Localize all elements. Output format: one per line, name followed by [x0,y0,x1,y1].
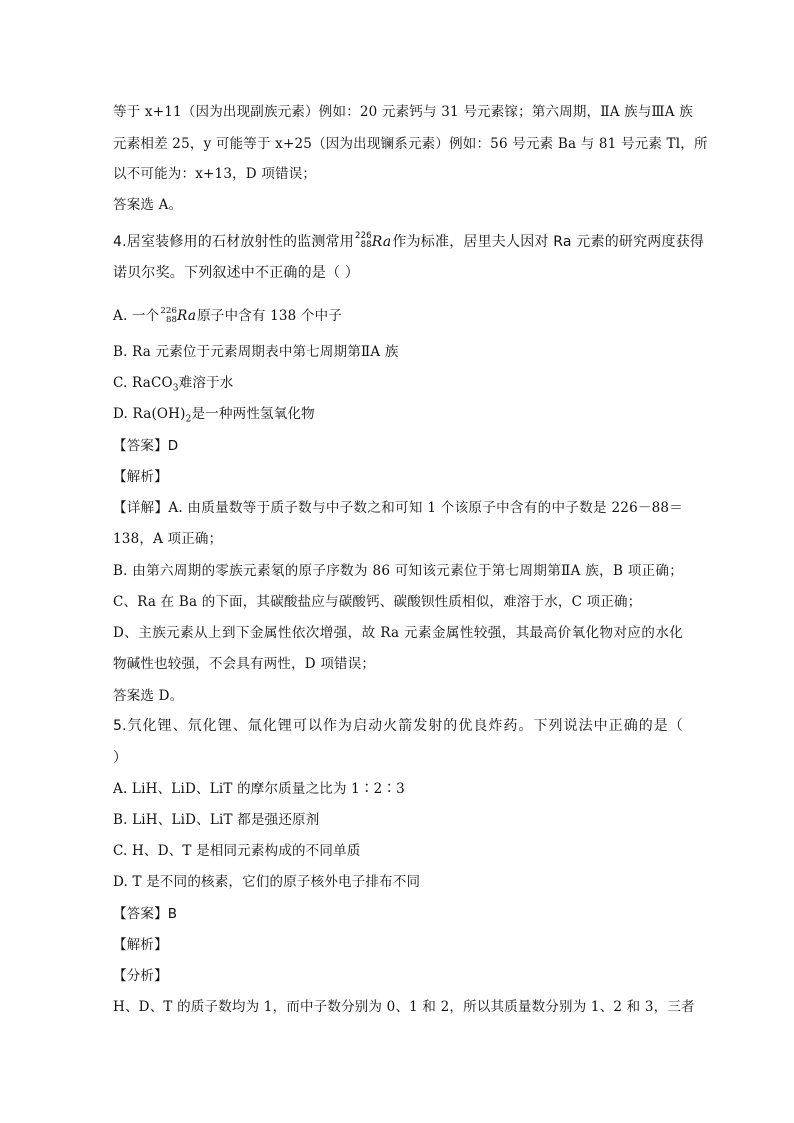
text-line: C、Ra 在 Ba 的下面，其碳酸盐应与碳酸钙、碳酸钡性质相似，难溶于水，C 项正确； [113,594,642,610]
q4-option-b: B. Ra 元素位于元素周期表中第七周期第ⅡA 族 [113,344,399,360]
analysis-label: 【解析】 [113,937,168,953]
subscript: 3 [172,383,179,394]
q4-stem-text: 4.居室装修用的石材放射性的监测常用 [113,234,354,250]
text-line: 答案选 D。 [113,688,184,704]
mass-number: 226 [160,305,178,316]
q5-option-b: B. LiH、LiD、LiT 都是强还原剂 [113,812,320,828]
option-d-text: D. Ra(OH) [113,406,186,422]
element-symbol: Ra [177,308,197,324]
question-4-stem-line2: 诺贝尔奖。下列叙述中不正确的是（ ） [113,265,360,281]
q4-option-c [113,373,683,399]
element-symbol: Ra [371,234,392,250]
radium-isotope-symbol [160,306,196,326]
text-line: B. 由第六周期的零族元素氡的原子序数为 86 可知该元素位于第七周期第ⅡA 族，B 项正确； [113,563,683,579]
atomic-number: 88 [360,240,372,250]
answer-label: 【答案】D [113,438,179,454]
text-line: D、主族元素从上到下金属性依次增强，故 Ra 元素金属性较强，其最高价氧化物对应的水化 [113,625,683,641]
question-4-stem [113,231,705,252]
q5-option-c: C. H、D、T 是相同元素构成的不同单质 [113,843,361,859]
option-c-text: C. RaCO [113,375,173,391]
analysis-label: 【解析】 [113,469,168,485]
text-line: 138，A 项正确； [113,531,223,547]
text-line: 答案选 A。 [113,197,183,213]
q5-option-d: D. T 是不同的核素，它们的原子核外电子排布不同 [113,874,421,890]
text-line: 元素相差 25，y 可能等于 x+25（因为出现镧系元素）例如：56 号元素 Ba 与 81 号元素 Tl，所 [113,136,708,152]
answer-label: 【答案】B [113,906,178,922]
question-5-stem: 5.氕化锂、氘化锂、氚化锂可以作为启动火箭发射的优良炸药。下列说法中正确的是（ [113,718,683,734]
option-a-text: A. 一个 [113,308,160,324]
text-line: 等于 x+11（因为出现副族元素）例如：20 元素钙与 31 号元素镓；第六周期，ⅡA 族与ⅢA 族 [113,104,693,120]
atomic-number: 88 [165,314,178,325]
q4-stem-text: 作为标准，居里夫人因对 Ra 元素的研究两度获得 [392,234,705,250]
option-d-text: 是一种两性氢氧化物 [191,406,315,422]
option-c-text: 难溶于水 [178,375,234,391]
text-line: 【详解】A. 由质量数等于质子数与中子数之和可知 1 个该原子中含有的中子数是 226－88＝ [113,500,683,516]
breakdown-label: 【分析】 [113,968,168,984]
text-line: 物碱性也较强，不会具有两性，D 项错误； [113,656,376,672]
q4-option-a [113,306,683,326]
text-line: 以不可能为：x+13，D 项错误； [113,166,317,182]
text-line: H、D、T 的质子数均为 1，而中子数分别为 0、1 和 2，所以其质量数分别为 1、2 和 3，三者 [113,999,695,1015]
subscript: 2 [185,414,192,425]
radium-isotope-symbol [355,232,391,252]
mass-number: 226 [354,231,372,241]
question-5-stem-line2: ） [113,750,128,766]
option-a-text: 原子中含有 138 个中子 [197,308,343,324]
q5-option-a: A. LiH、LiD、LiT 的摩尔质量之比为 1∶2∶3 [113,781,405,797]
q4-option-d [113,404,683,430]
